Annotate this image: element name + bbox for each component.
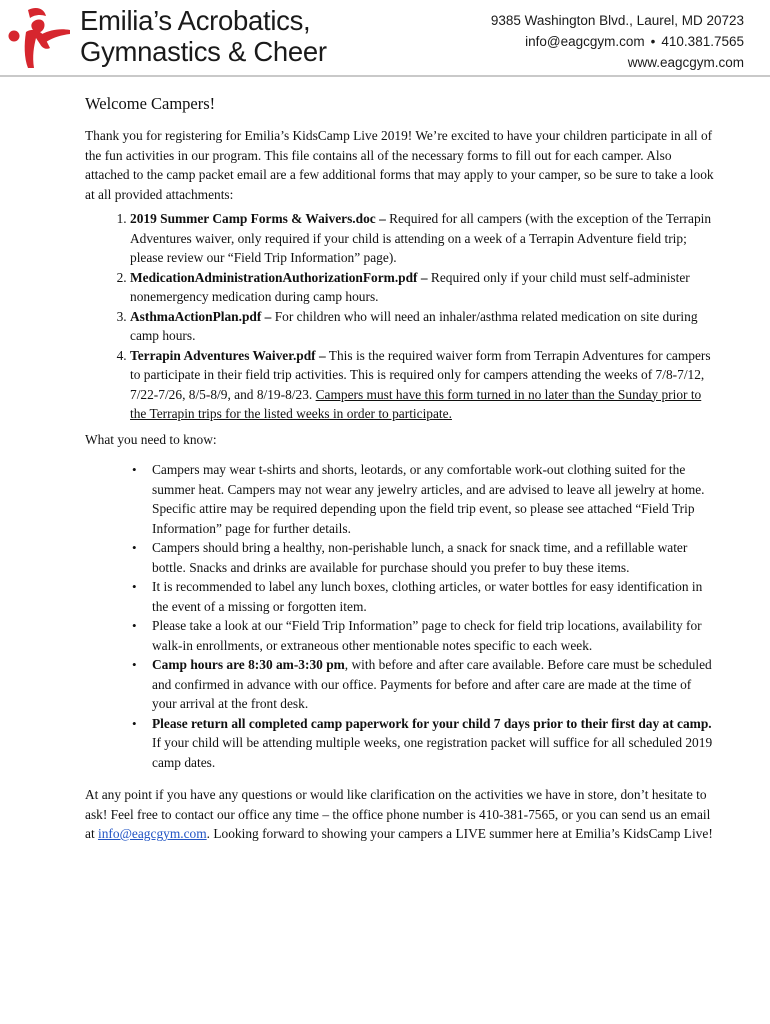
attachment-desc: Required for all campers (with the exception of the Terrapin Adventures waiver, only required if your child is attending on a week of a Terrapin Adventure field trip; please review our “Field Trip Information” page). (130, 211, 712, 265)
attachment-item (130, 346, 718, 424)
attachment-desc: This is the required waiver form from Terrapin Adventures for campers to participate in their field trip activities. This is required only for campers attending the weeks of 7/8-7/12, 7/22-7/26, 8/5-8/9, and 8/19-8/23. (130, 347, 711, 402)
tip-text: Please take a look at our “Field Trip Information” page to check for field trip locations, availability for walk-in enrollments, or extraneous other mentionable notes specific to each week. (152, 618, 702, 653)
gymnast-logo-icon (6, 6, 74, 72)
tip-item (152, 577, 718, 616)
tip-text: , with before and after care available. Before care must be scheduled and confirmed in advance with our office. Payments for before and after care are made at the time of your arrival at the front desk. (152, 657, 712, 711)
tip-text: It is recommended to label any lunch boxes, clothing articles, or water bottles for easy identification in the event of a missing or forgotten item. (152, 579, 703, 614)
tip-item (152, 460, 718, 538)
header-phone: 410.381.7565 (661, 34, 744, 49)
tip-item (152, 714, 718, 773)
intro-paragraph: Thank you for registering for Emilia’s KidsCamp Live 2019! We’re excited to have your children participate in all of the fun activities in our program. This file contains all of the necessary forms to fill out for each camper. Also attached to the camp packet email are a few additional forms that may apply to your camper, so be sure to take a look at all provided attachments: (85, 128, 714, 202)
header-divider (0, 75, 770, 77)
attachment-item (130, 209, 718, 268)
attachment-name: AsthmaActionPlan.pdf – (130, 308, 272, 324)
attachment-item (130, 307, 718, 346)
address: 9385 Washington Blvd., Laurel, MD 20723 (490, 13, 744, 28)
brand-line-1: Emilia’s Acrobatics, (80, 5, 311, 36)
attachment-name: Terrapin Adventures Waiver.pdf – (130, 347, 326, 363)
closing-text: At any point if you have any questions or would like clarification on the activities we have in store, don’t hesitate to ask! Feel free to contact our office any time – the office phone number is 410-381-7565, or you can send us an email at (85, 787, 711, 841)
closing-paragraph (85, 785, 718, 844)
attachment-desc: For children who will need an inhaler/asthma related medication on site during camp hours. (130, 308, 698, 343)
tip-text: Campers should bring a healthy, non-perishable lunch, a snack for snack time, and a refillable water bottle. Snacks and drinks are available for purchase should you prefer to buy these items. (152, 540, 688, 575)
tips-list (85, 460, 718, 772)
attachments-list (85, 209, 718, 424)
letterhead (0, 0, 770, 78)
website: www.eagcgym.com (627, 55, 744, 70)
tip-item (152, 655, 718, 714)
tip-bold: Camp hours are 8:30 am-3:30 pm (152, 657, 345, 672)
contact-block (491, 10, 744, 73)
attachment-item (130, 268, 718, 307)
attachment-name: 2019 Summer Camp Forms & Waivers.doc – (130, 211, 386, 226)
brand-line-2: Gymnastics & Cheer (80, 36, 327, 67)
tip-item (152, 538, 718, 577)
what-you-need-heading: What you need to know: (85, 431, 217, 447)
email-link[interactable]: info@eagcgym.com (98, 826, 207, 841)
attachment-desc: Required only if your child must self-administer nonemergency medication during camp hours. (130, 269, 690, 304)
tip-item (152, 616, 718, 655)
email-phone-line (491, 31, 744, 52)
tip-text: If your child will be attending multiple weeks, one registration packet will suffice for all scheduled 2019 camp dates. (152, 735, 713, 770)
tip-bold: Please return all completed camp paperwork for your child 7 days prior to their first day at camp. (152, 715, 712, 731)
header-email: info@eagcgym.com (525, 34, 645, 49)
attachment-deadline-note: Campers must have this form turned in no later than the Sunday prior to the Terrapin trips for the listed weeks in order to participate. (130, 386, 702, 421)
separator-dot: • (650, 34, 656, 49)
letter-body (85, 93, 718, 844)
tip-text: Campers may wear t-shirts and shorts, leotards, or any comfortable work-out clothing suited for the summer heat. Campers may not wear any jewelry articles, and are advised to leave all jewelry at home. Specific attire may be required depending upon the field trip event, so please see attached “Field Trip Information” page for further details. (152, 462, 705, 536)
brand-name (80, 5, 327, 67)
attachment-name: MedicationAdministrationAuthorizationForm.pdf – (130, 269, 428, 285)
greeting: Welcome Campers! (85, 94, 216, 113)
closing-text-end: . Looking forward to showing your campers a LIVE summer here at Emilia’s KidsCamp Live! (206, 826, 713, 841)
